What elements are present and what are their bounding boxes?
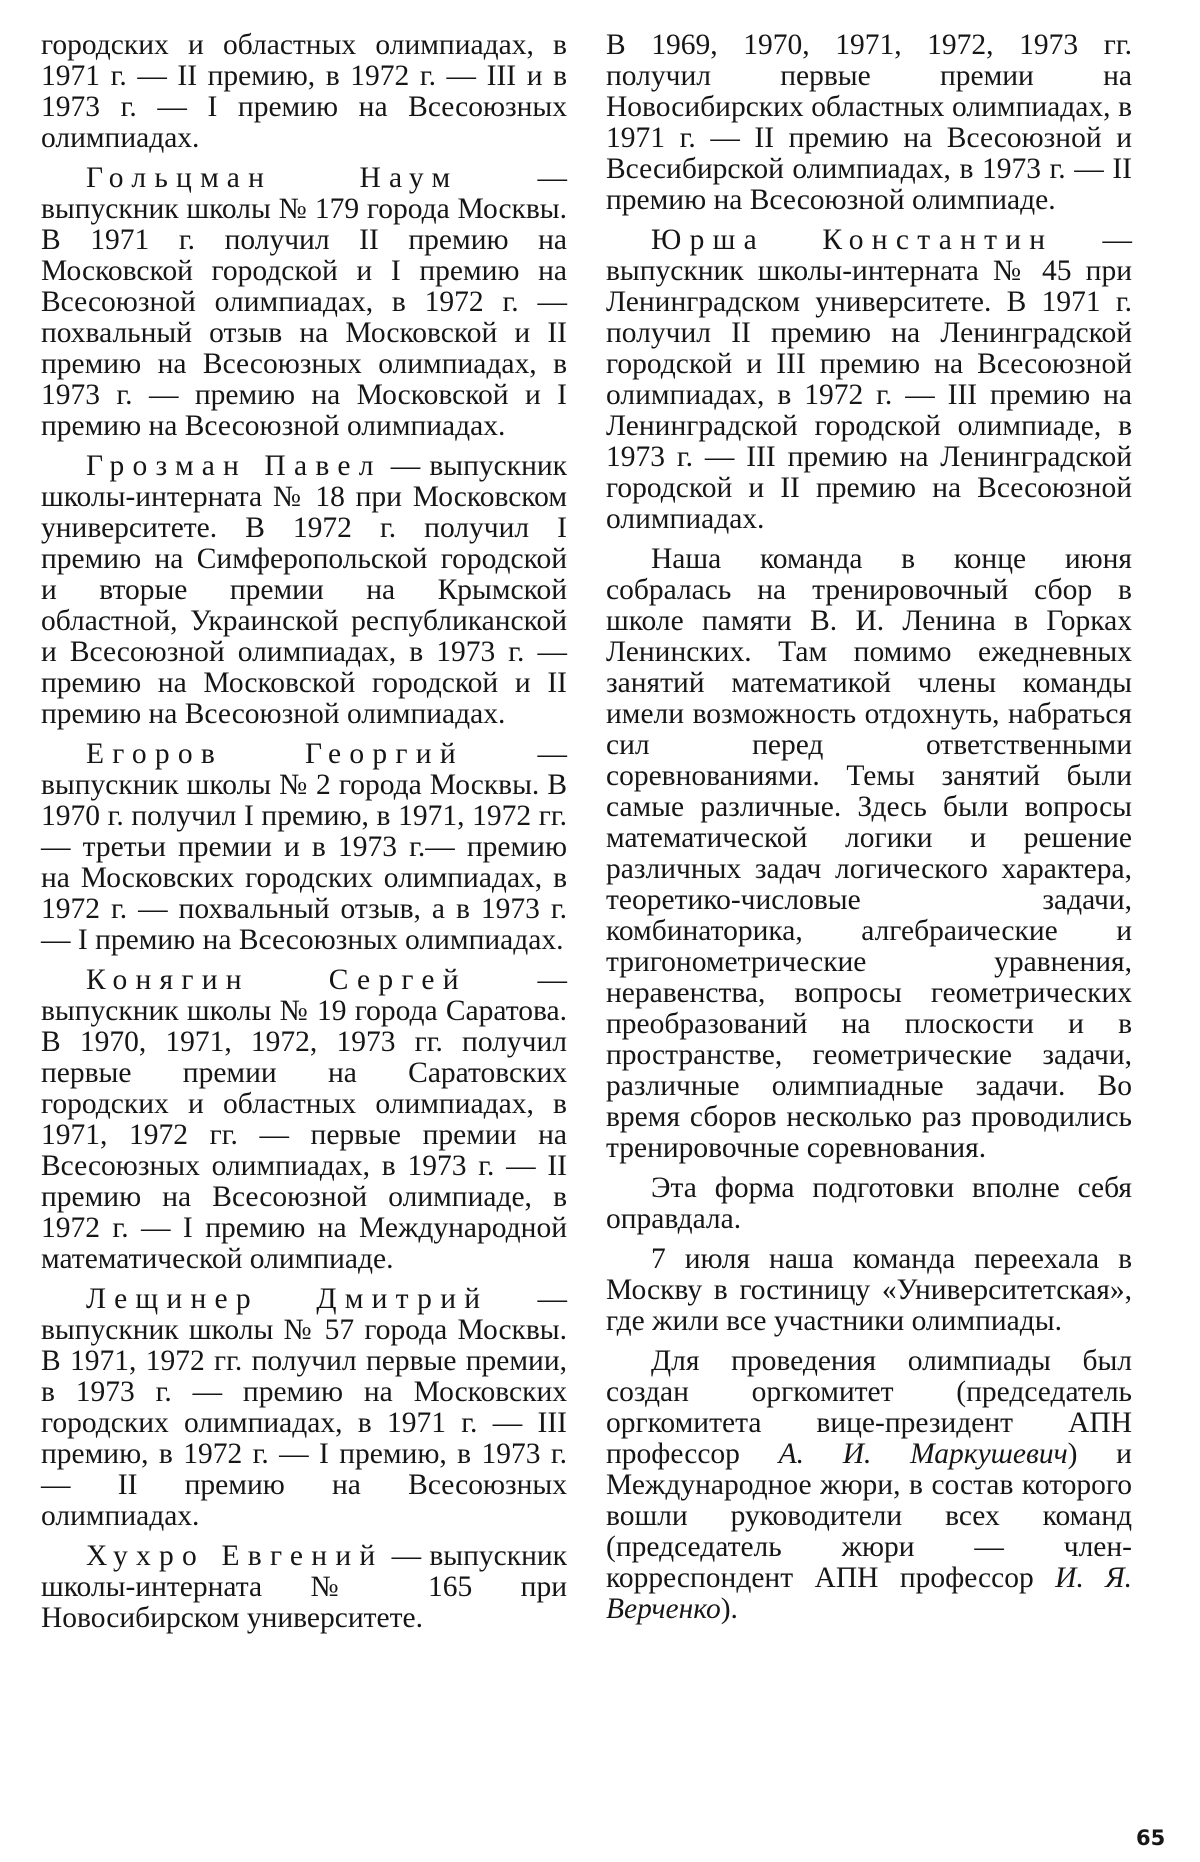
- entry-khukhro: [41, 1541, 567, 1634]
- entry-yursha: [606, 225, 1132, 535]
- entry-name: Хухро Евгений: [86, 1540, 384, 1572]
- right-column: [606, 30, 1132, 1634]
- entry-text: — выпускник школы-интерната № 45 при Ленинградском университете. В 1971 г. получил II премию на Ленинградской городской и III премию на Всесоюзной олимпиадах, в 1972 г. — III премию на Ленинградской городской олимпиаде, в 1973 г. — III премию на Ленинградской городской и II премию на Всесоюзной олимпиадах.: [606, 224, 1132, 535]
- entry-name: Егоров Георгий: [86, 738, 464, 770]
- page-number: 65: [1136, 1826, 1166, 1850]
- entry-text: — выпускник школы № 19 города Саратова. В 1970, 1971, 1972, 1973 гг. получил первые премии на Саратовских городских и областных олимпиадах, в 1971, 1972 гг. — первые премии на Всесоюзных олимпиадах, в 1973 г. — II премию на Всесоюзной олимпиаде, в 1972 г. — I премию на Международной математической олимпиаде.: [41, 964, 567, 1275]
- paragraph-training: Наша команда в конце июня собралась на тренировочный сбор в школе памяти В. И. Ленина в Горках Ленинских. Там помимо ежедневных занятий математикой члены команды имели возможность отдохнуть, набраться сил перед ответственными соревнованиями. Темы занятий были самые различные. Здесь были вопросы математической логики и решение различных задач логического характера, теоретико-числовые задачи, комбинаторика, алгебраические и тригонометрические уравнения, неравенства, вопросы геометрических преобразований на плоскости и в пространстве, геометрические задачи, различные олимпиадные задачи. Во время сборов несколько раз проводились тренировочные соревнования.: [606, 543, 1132, 1164]
- khukhro-continuation: В 1969, 1970, 1971, 1972, 1973 гг. получил первые премии на Новосибирских областных олимпиадах, в 1971 г. — II премию на Всесоюзной и Всесибирской олимпиадах, в 1973 г. — II премию на Всесоюзной олимпиаде.: [606, 29, 1132, 216]
- entry-leshchiner: [41, 1284, 567, 1532]
- left-column: [41, 30, 567, 1643]
- entry-name: Лещинер Дмитрий: [86, 1283, 489, 1315]
- entry-name: Конягин Сергей: [86, 964, 467, 996]
- entry-text: — выпускник школы-интерната № 165 при Новосибирском университете.: [41, 1540, 567, 1634]
- orgcommittee-chair-name: А. И. Маркушевич: [778, 1438, 1068, 1470]
- orgcommittee-text-2: ) и Международное жюри, в состав которого вошли руководители всех команд (председатель жюри — член-корреспондент АПН профессор: [606, 1438, 1132, 1594]
- entry-name: Гольцман Наум: [86, 162, 459, 194]
- orgcommittee-text-1: Для проведения олимпиады был создан оргкомитет (председатель оргкомитета вице-президент АПН профессор: [606, 1345, 1132, 1470]
- entry-name: Грозман Павел: [86, 450, 382, 482]
- entry-text: — выпускник школы-интерната № 18 при Московском университете. В 1972 г. получил I премию на Симферопольской городской и вторые премии на Крымской областной, Украинской республиканской и Всесоюзной олимпиадах, в 1973 г. — премию на Московской городской и II премию на Всесоюзной олимпиадах.: [41, 450, 567, 730]
- entry-konyagin: [41, 965, 567, 1275]
- entry-text: — выпускник школы № 57 города Москвы. В 1971, 1972 гг. получил первые премии, в 1973 г. — премию на Московских городских олимпиадах, в 1971 г. — III премию, в 1972 г. — I премию, в 1973 г. — II премию на Всесоюзных олимпиадах.: [41, 1283, 567, 1532]
- entry-egorov: [41, 739, 567, 956]
- entry-text: — выпускник школы № 2 города Москвы. В 1970 г. получил I премию, в 1971, 1972 гг. — третьи премии и в 1973 г.— премию на Московских городских олимпиадах, в 1972 г. — похвальный отзыв, а в 1973 г. — I премию на Всесоюзных олимпиадах.: [41, 738, 567, 956]
- paragraph-form: Эта форма подготовки вполне себя оправдала.: [606, 1172, 1132, 1235]
- intro-continuation: городских и областных олимпиадах, в 1971 г. — II премию, в 1972 г. — III и в 1973 г. — I премию на Всесоюзных олимпиадах.: [41, 29, 567, 154]
- paragraph-orgcommittee: [606, 1346, 1132, 1625]
- entry-goltsman: [41, 163, 567, 442]
- entry-grozman: [41, 451, 567, 730]
- entry-name: Юрша Константин: [651, 224, 1054, 256]
- paragraph-moscow: 7 июля наша команда переехала в Москву в гостиницу «Университетская», где жили все участники олимпиады.: [606, 1243, 1132, 1337]
- jury-chair-name: И. Я. Верченко: [606, 1562, 1132, 1625]
- entry-text: — выпускник школы № 179 города Москвы. В 1971 г. получил II премию на Московской городской и I премию на Всесоюзной олимпиадах, в 1972 г. — похвальный отзыв на Московской и II премию на Всесоюзных олимпиадах, в 1973 г. — премию на Московской и I премию на Всесоюзной олимпиадах.: [41, 162, 567, 442]
- orgcommittee-text-3: ).: [720, 1593, 738, 1625]
